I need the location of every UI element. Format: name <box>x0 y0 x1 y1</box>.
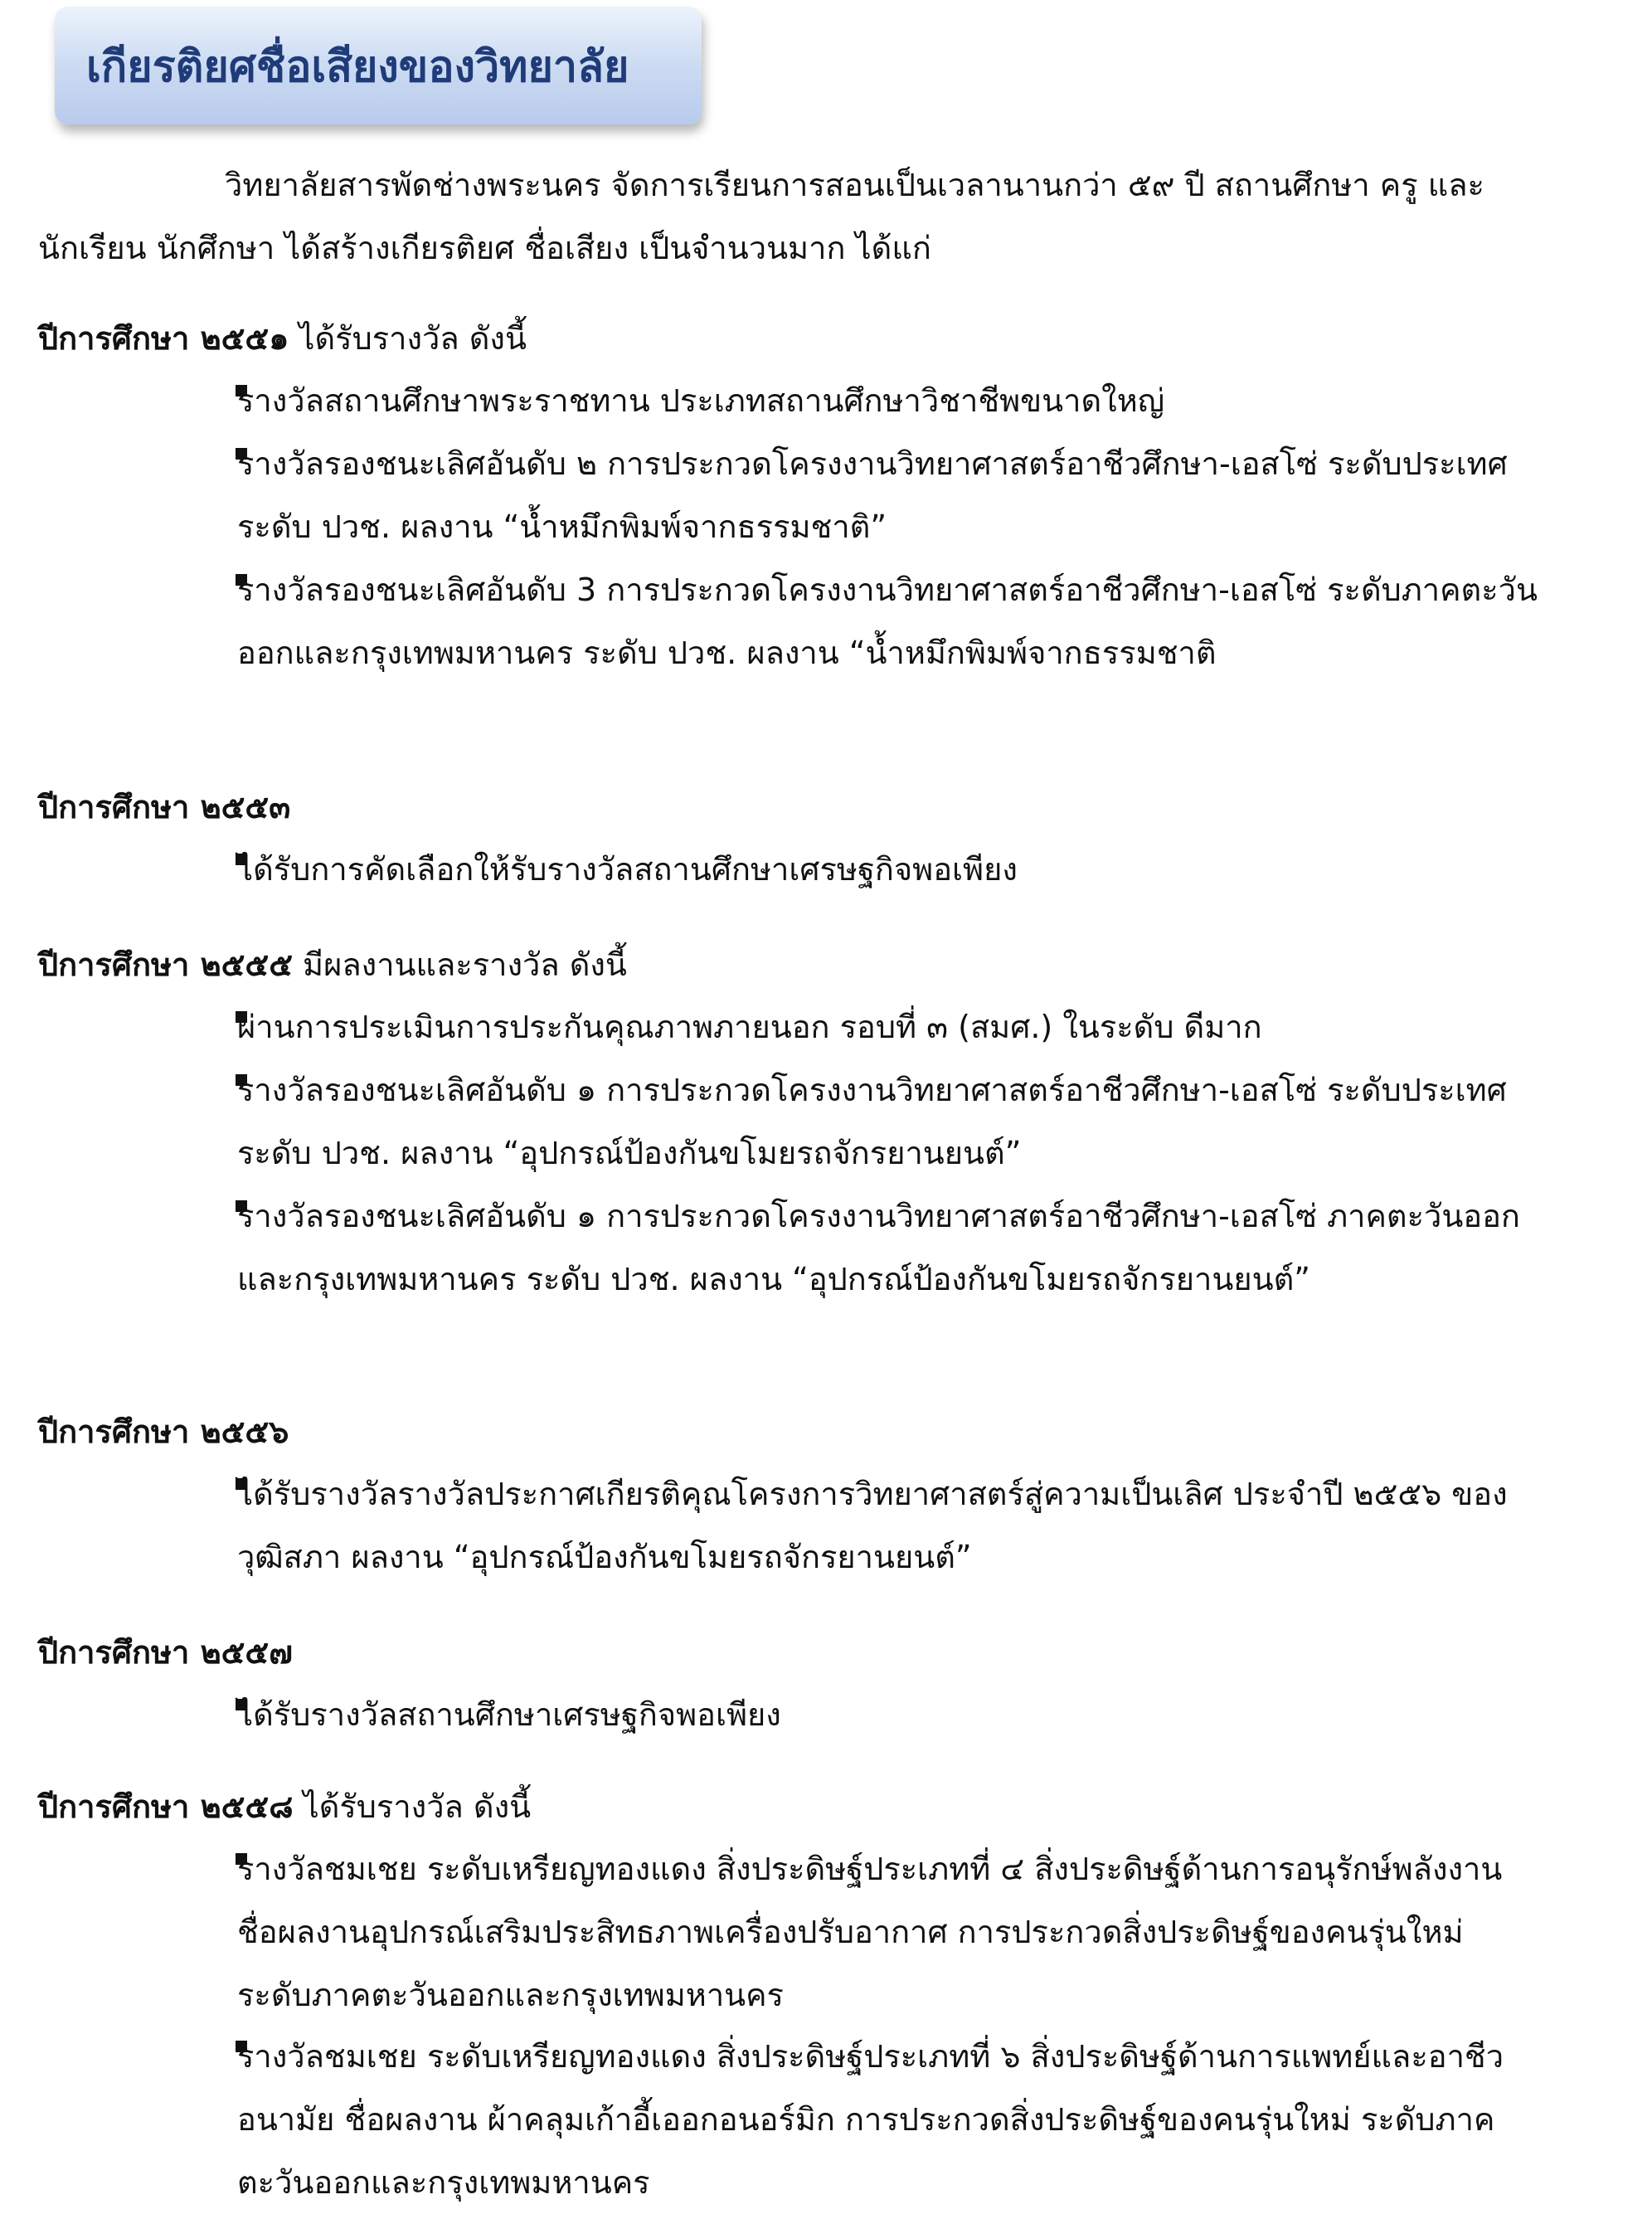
award-item: ได้รับรางวัลรางวัลประกาศเกียรติคุณโครงการวิทยาศาสตร์สู่ความเป็นเลิศ ประจำปี ๒๕๕๖ ของวุฒิสภา ผลงาน “อุปกรณ์ป้องกันขโมยรถจักรยานยนต์” <box>237 1476 1508 1575</box>
year-label: ปีการศึกษา ๒๕๕๕ <box>38 946 293 983</box>
year-heading-2553 <box>38 776 290 839</box>
year-label: ปีการศึกษา ๒๕๕๖ <box>38 1414 289 1450</box>
year-suffix: มีผลงานและรางวัล ดังนี้ <box>292 946 627 983</box>
year-heading-2556 <box>38 1400 289 1463</box>
year-heading-2551 <box>38 307 527 370</box>
year-label: ปีการศึกษา ๒๕๕๗ <box>38 1634 293 1671</box>
award-item: รางวัลสถานศึกษาพระราชทาน ประเภทสถานศึกษาวิชาชีพขนาดใหญ่ <box>237 382 1165 419</box>
award-item: รางวัลรองชนะเลิศอันดับ ๑ การประกวดโครงงานวิทยาศาสตร์อาชีวศึกษา-เอสโซ่ ระดับประเทศ ระดับ ปวช. ผลงาน “อุปกรณ์ป้องกันขโมยรถจักรยานยนต์” <box>237 1072 1507 1171</box>
award-item: รางวัลรองชนะเลิศอันดับ ๒ การประกวดโครงงานวิทยาศาสตร์อาชีวศึกษา-เอสโซ่ ระดับประเทศ ระดับ ปวช. ผลงาน “น้ำหมึกพิมพ์จากธรรมชาติ” <box>237 445 1508 545</box>
title-banner <box>55 7 702 124</box>
year-label: ปีการศึกษา ๒๕๕๑ <box>38 320 289 357</box>
page-title: เกียรติยศชื่อเสียงของวิทยาลัย <box>86 41 629 92</box>
award-item: รางวัลชมเชย ระดับเหรียญทองแดง สิ่งประดิษฐ์ประเภทที่ ๖ สิ่งประดิษฐ์ด้านการแพทย์และอาชีวอนามัย ชื่อผลงาน ผ้าคลุมเก้าอี้เออกอนอร์มิก การประกวดสิ่งประดิษฐ์ของคนรุ่นใหม่ ระดับภาคตะวันออกและกรุงเทพมหานคร <box>237 2038 1504 2201</box>
year-heading-2558 <box>38 1775 531 1838</box>
award-item: ผ่านการประเมินการประกันคุณภาพภายนอก รอบที่ ๓ (สมศ.) ในระดับ ดีมาก <box>237 1009 1262 1045</box>
year-label: ปีการศึกษา ๒๕๕๓ <box>38 789 291 825</box>
intro-paragraph: วิทยาลัยสารพัดช่างพระนคร จัดการเรียนการสอนเป็นเวลานานกว่า ๕๙ ปี สถานศึกษา ครู และนักเรียน นักศึกษา ได้สร้างเกียรติยศ ชื่อเสียง เป็นจำนวนมาก ได้แก่ <box>38 167 1484 266</box>
year-heading-2557 <box>38 1621 293 1684</box>
year-heading-2555 <box>38 933 627 996</box>
award-item: รางวัลรองชนะเลิศอันดับ ๑ การประกวดโครงงานวิทยาศาสตร์อาชีวศึกษา-เอสโซ่ ภาคตะวันออกและกรุงเทพมหานคร ระดับ ปวช. ผลงาน “อุปกรณ์ป้องกันขโมยรถจักรยานยนต์” <box>237 1198 1520 1297</box>
award-item: ได้รับการคัดเลือกให้รับรางวัลสถานศึกษาเศรษฐกิจพอเพียง <box>237 851 1018 888</box>
award-item: รางวัลชมเชย ระดับเหรียญทองแดง สิ่งประดิษฐ์ประเภทที่ ๔ สิ่งประดิษฐ์ด้านการอนุรักษ์พลังงาน ชื่อผลงานอุปกรณ์เสริมประสิทธภาพเครื่องปรับอากาศ การประกวดสิ่งประดิษฐ์ของคนรุ่นใหม่ ระดับภาคตะวันออกและกรุงเทพมหานคร <box>237 1851 1503 2013</box>
year-suffix: ได้รับรางวัล ดังนี้ <box>289 320 527 357</box>
year-suffix: ได้รับรางวัล ดังนี้ <box>293 1788 532 1825</box>
award-item: รางวัลรองชนะเลิศอันดับ 3 การประกวดโครงงานวิทยาศาสตร์อาชีวศึกษา-เอสโซ่ ระดับภาคตะวันออกและกรุงเทพมหานคร ระดับ ปวช. ผลงาน “น้ำหมึกพิมพ์จากธรรมชาติ <box>237 572 1538 671</box>
award-item: ได้รับรางวัลสถานศึกษาเศรษฐกิจพอเพียง <box>237 1696 781 1733</box>
year-label: ปีการศึกษา ๒๕๕๘ <box>38 1788 294 1825</box>
